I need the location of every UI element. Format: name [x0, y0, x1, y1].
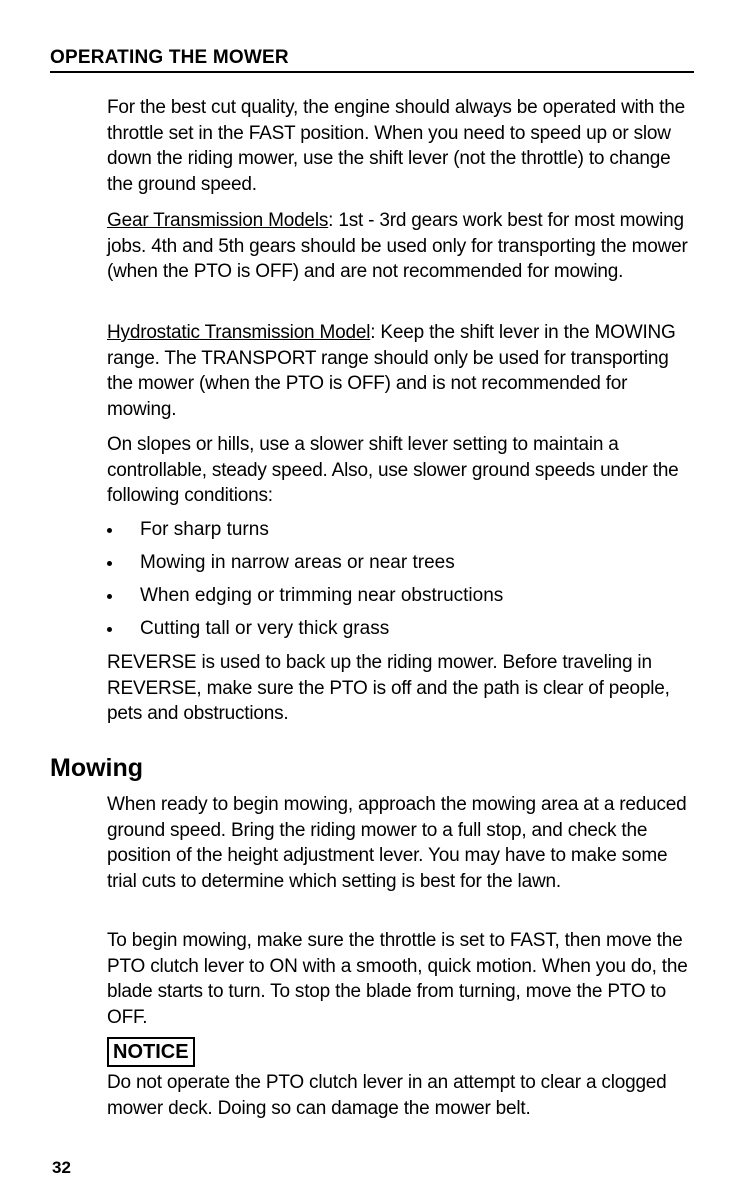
bullet-icon	[107, 594, 112, 599]
conditions-list	[107, 515, 697, 647]
intro-paragraph: For the best cut quality, the engine should always be operated with the throttle set in the FAST position. When you need to speed up or slow down the riding mower, use the shift lever (not the throttle) to change the ground speed.	[107, 97, 685, 195]
section-header: OPERATING THE MOWER	[50, 47, 694, 73]
gear-transmission-label: Gear Transmission Models	[107, 210, 329, 231]
hydrostatic-transmission-label: Hydrostatic Transmission Model	[107, 322, 371, 343]
hydrostatic-transmission-text: : Keep the shift lever in the MOWING range. The TRANSPORT range should only be used for transporting the mower (when the PTO is OFF) and is not recommended for mowing.	[107, 322, 676, 420]
mowing-heading: Mowing	[50, 754, 144, 782]
bullet-icon	[107, 561, 112, 566]
gear-transmission-text: : 1st - 3rd gears work best for most mowing jobs. 4th and 5th gears should be used only for transporting the mower (when the PTO is OFF) and are not recommended for mowing.	[107, 210, 688, 282]
list-item: Cutting tall or very thick grass	[107, 614, 697, 647]
reverse-paragraph: REVERSE is used to back up the riding mower. Before traveling in REVERSE, make sure the PTO is off and the path is clear of people, pets and obstructions.	[107, 652, 670, 724]
bullet-icon	[107, 627, 112, 632]
gear-transmission-paragraph	[107, 208, 697, 285]
slopes-paragraph: On slopes or hills, use a slower shift lever setting to maintain a controllable, steady speed. Also, use slower ground speeds under the following conditions:	[107, 434, 679, 506]
page-number: 32	[52, 1158, 71, 1177]
notice-text: Do not operate the PTO clutch lever in an attempt to clear a clogged mower deck. Doing so can damage the mower belt.	[107, 1072, 667, 1119]
list-item: For sharp turns	[107, 515, 697, 548]
hydrostatic-transmission-paragraph	[107, 320, 697, 422]
list-item: When edging or trimming near obstructions	[107, 581, 697, 614]
mowing-paragraph-1: When ready to begin mowing, approach the mowing area at a reduced ground speed. Bring the riding mower to a full stop, and check the position of the height adjustment lever. You may have to make some trial cuts to determine which setting is best for the lawn.	[107, 794, 687, 892]
notice-label: NOTICE	[107, 1037, 195, 1067]
mowing-paragraph-2: To begin mowing, make sure the throttle is set to FAST, then move the PTO clutch lever to ON with a smooth, quick motion. When you do, the blade starts to turn. To stop the blade from turning, move the PTO to OFF.	[107, 930, 688, 1028]
list-item: Mowing in narrow areas or near trees	[107, 548, 697, 581]
bullet-icon	[107, 528, 112, 533]
